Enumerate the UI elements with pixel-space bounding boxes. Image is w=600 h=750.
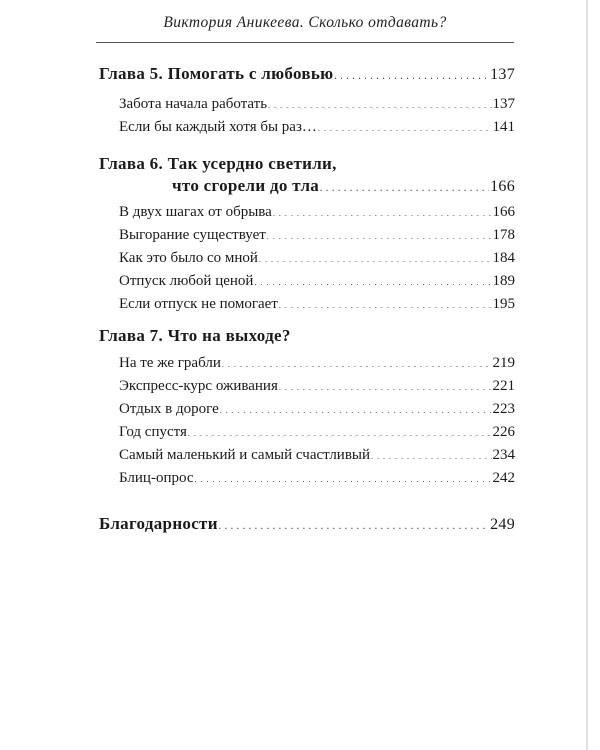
toc-entry [119, 355, 515, 372]
toc-entry-page: 189 [492, 273, 515, 289]
toc-entry-title: Глава 5. Помогать с любовью [99, 64, 334, 83]
toc-entry-page: 166 [490, 178, 515, 195]
toc-entry-title: Забота начала работать [119, 96, 268, 112]
toc-entry [119, 204, 515, 221]
toc-entry-page: 137 [490, 66, 515, 83]
leader-dots [188, 429, 492, 438]
leader-dots [220, 406, 492, 415]
toc-entry [119, 296, 515, 313]
leader-dots [267, 232, 492, 241]
toc-entry-title: Блиц-опрос [119, 470, 194, 486]
toc-entry-page: 137 [492, 96, 515, 112]
leader-dots [279, 301, 492, 310]
leader-dots [273, 209, 492, 218]
leader-dots [268, 101, 491, 110]
toc-chapter-6 [172, 176, 515, 196]
leader-dots [279, 383, 492, 392]
toc-chapter-5 [99, 64, 515, 84]
toc-entry [119, 424, 515, 441]
toc-chapter-6-title-line1: Глава 6. Так усердно светили, [99, 154, 337, 173]
toc-entry-page: 184 [492, 250, 515, 266]
leader-dots [318, 124, 492, 133]
toc-entry [119, 96, 515, 113]
toc-entry-title: что сгорели до тла [172, 176, 320, 195]
leader-dots [334, 72, 489, 81]
toc-entry-page: 178 [492, 227, 515, 243]
toc-entry-page: 226 [492, 424, 515, 440]
toc-entry [119, 273, 515, 290]
leader-dots [259, 255, 492, 264]
toc-entry-page: 234 [492, 447, 515, 463]
toc-entry [119, 227, 515, 244]
toc-entry [119, 470, 515, 487]
running-head: Виктория Аникеева. Сколько отдавать? [163, 14, 447, 31]
toc-entry-page: 223 [492, 401, 515, 417]
toc-entry-page: 242 [492, 470, 515, 486]
leader-dots [254, 278, 491, 287]
toc-entry-title: Экспресс-курс оживания [119, 378, 278, 394]
toc-entry-title: Выгорание существует [119, 227, 266, 243]
toc-entry [119, 401, 515, 418]
toc-entry-title: Самый маленький и самый счастливый [119, 447, 371, 463]
toc-entry-title: Отпуск любой ценой [119, 273, 254, 289]
toc-entry-title: Благодарности [99, 514, 218, 533]
toc-entry [119, 378, 515, 395]
toc-entry [119, 447, 515, 464]
toc-acknowledgements [99, 514, 515, 534]
toc-entry-page: 195 [492, 296, 515, 312]
leader-dots [320, 184, 489, 193]
toc-entry-page: 166 [492, 204, 515, 220]
leader-dots [195, 475, 492, 484]
toc-chapter-7: Глава 7. Что на выходе? [99, 326, 291, 345]
toc-entry-page: 141 [492, 119, 515, 135]
toc-entry-title: Отдых в дороге [119, 401, 219, 417]
leader-dots [219, 522, 489, 531]
leader-dots [222, 360, 492, 369]
leader-dots [371, 452, 491, 461]
toc-entry-page: 249 [490, 516, 515, 533]
toc-entry-title: На те же грабли [119, 355, 221, 371]
toc-entry-title: Если отпуск не помогает [119, 296, 278, 312]
toc-entry-page: 219 [492, 355, 515, 371]
toc-entry [119, 250, 515, 267]
toc-entry-title: Год спустя [119, 424, 187, 440]
toc-entry-page: 221 [492, 378, 515, 394]
toc-entry-title: В двух шагах от обрыва [119, 204, 272, 220]
toc-entry-title: Если бы каждый хотя бы раз… [119, 119, 317, 135]
toc-entry [119, 119, 515, 136]
toc-entry-title: Как это было со мной [119, 250, 258, 266]
